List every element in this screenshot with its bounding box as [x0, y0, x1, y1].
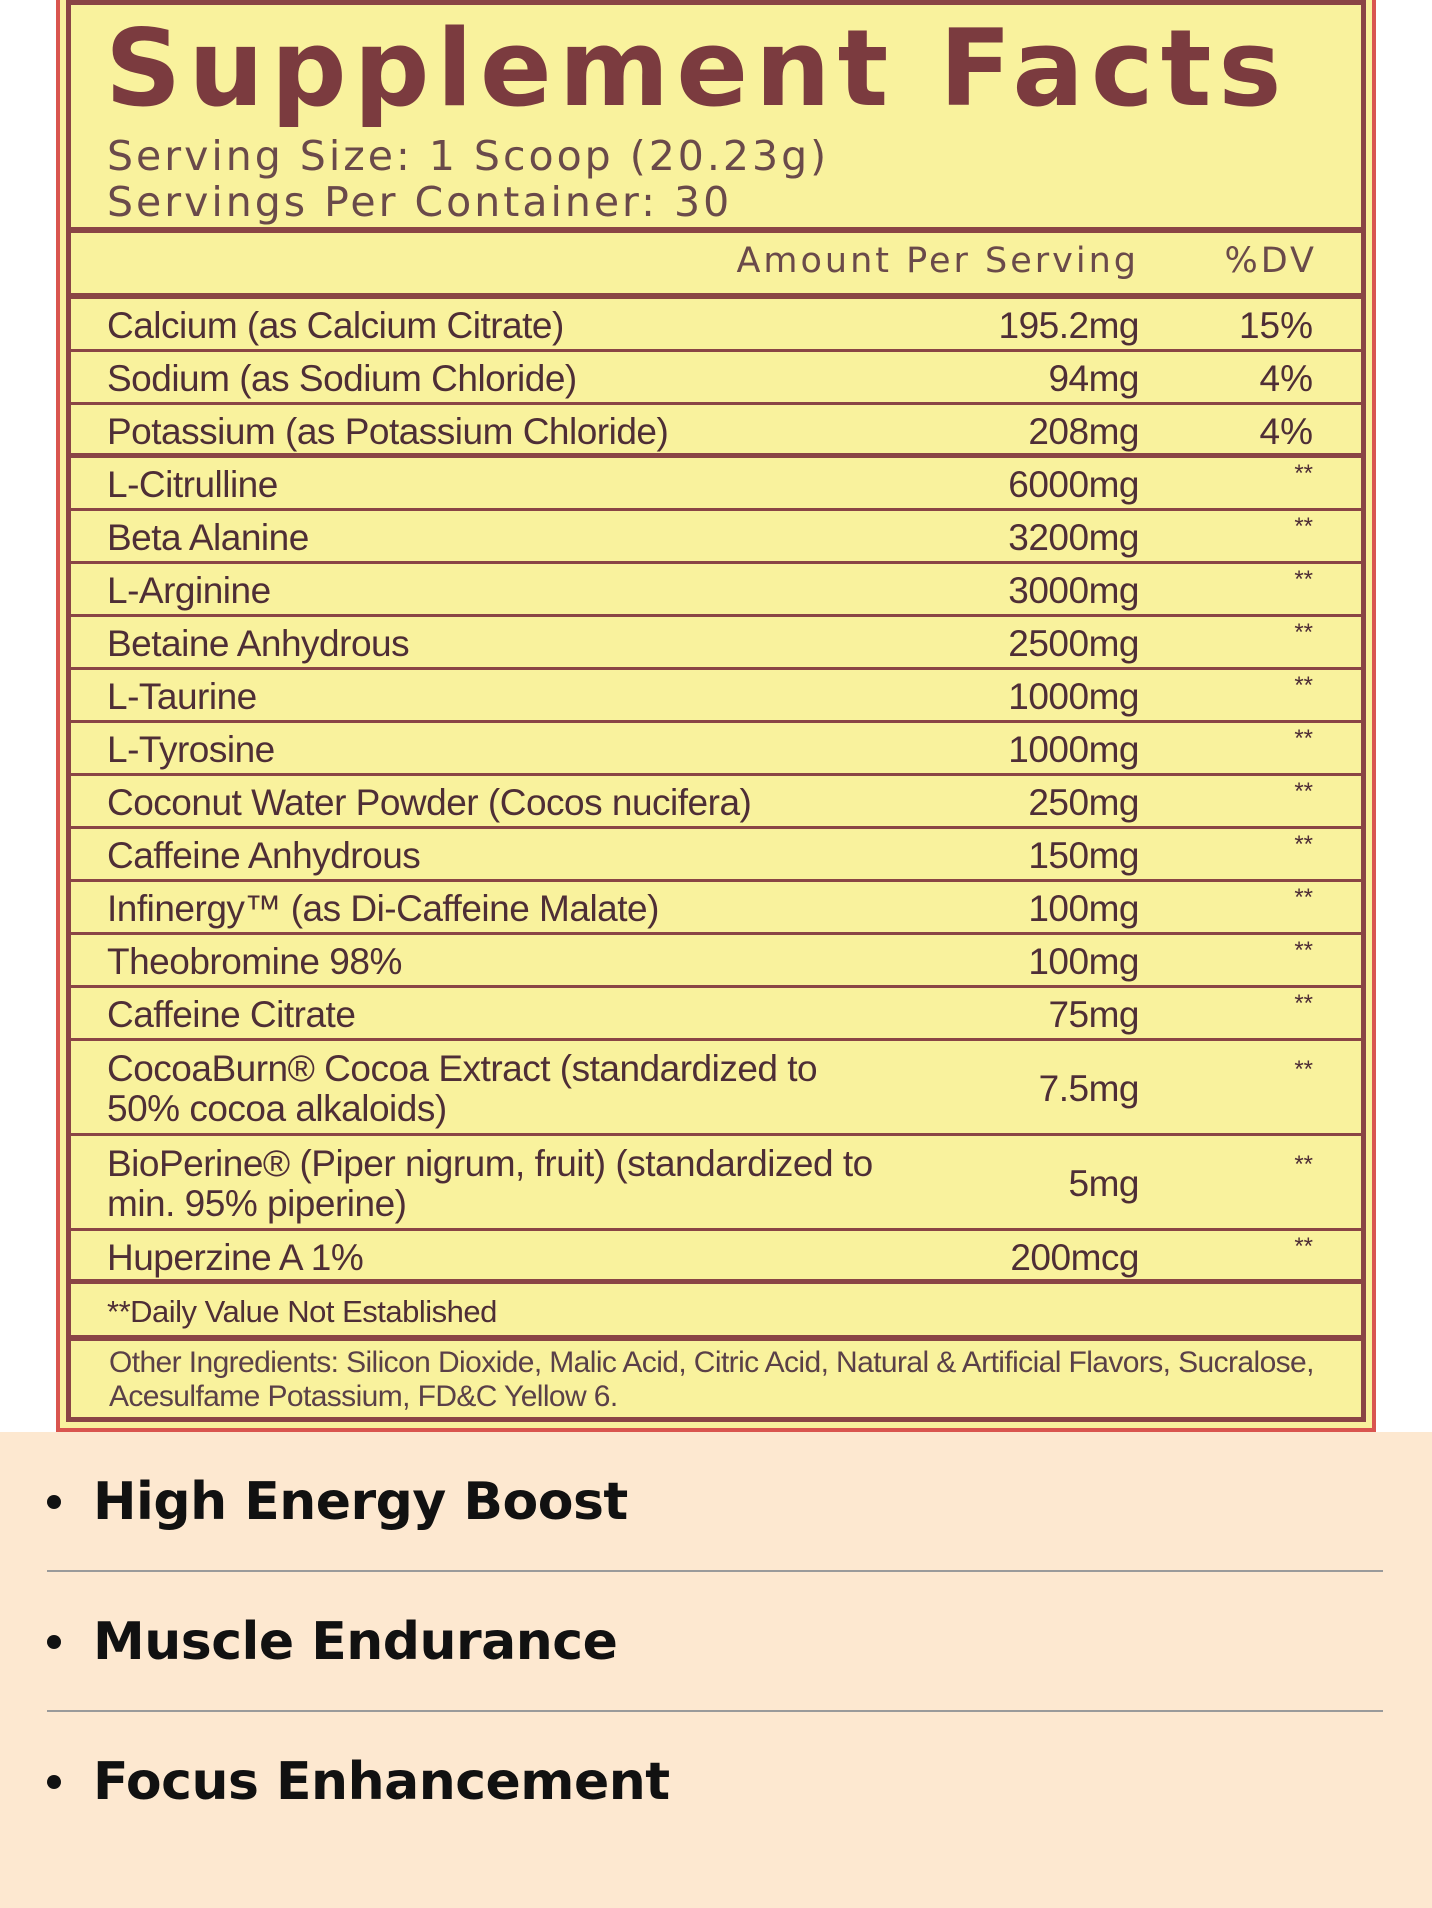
ingredient-name: L-Taurine — [107, 675, 257, 717]
table-row — [71, 511, 1361, 564]
ingredient-amount: 150mg — [1028, 834, 1139, 876]
ingredient-dv: ** — [1294, 618, 1313, 646]
ingredient-amount: 3000mg — [1008, 569, 1139, 611]
ingredient-dv: ** — [1294, 777, 1313, 805]
ingredient-name: Caffeine Anhydrous — [107, 834, 421, 876]
benefit-item — [0, 1572, 1432, 1712]
table-row — [71, 352, 1361, 405]
ingredient-name: Huperzine A 1% — [107, 1236, 364, 1278]
ingredient-dv: 4% — [1259, 410, 1313, 452]
ingredient-dv: 4% — [1259, 357, 1313, 399]
supplement-facts-panel — [56, 0, 1376, 1432]
other-ingredients: Other Ingredients: Silicon Dioxide, Malic Acid, Citric Acid, Natural & Artificial Flavors, Sucralose, Acesulfame Potassium, FD&C Yellow 6. — [109, 1346, 1314, 1413]
ingredient-dv: ** — [1294, 989, 1313, 1017]
table-row — [71, 723, 1361, 776]
table-row — [71, 299, 1361, 352]
ingredient-dv: ** — [1294, 1150, 1313, 1178]
table-row — [71, 988, 1361, 1041]
ingredient-name: L-Arginine — [107, 569, 271, 611]
panel-title: Supplement Facts — [105, 7, 1289, 130]
ingredient-name: Calcium (as Calcium Citrate) — [107, 304, 564, 346]
ingredient-name: Infinergy™ (as Di-Caffeine Malate) — [107, 887, 659, 929]
benefit-label: Focus Enhancement — [93, 1752, 670, 1812]
table-row — [71, 829, 1361, 882]
ingredient-amount: 5mg — [1068, 1162, 1139, 1204]
benefits-list — [0, 1432, 1432, 1908]
benefit-item — [0, 1432, 1432, 1572]
ingredient-dv: ** — [1294, 883, 1313, 911]
table-row — [71, 776, 1361, 829]
ingredient-amount: 6000mg — [1008, 463, 1139, 505]
ingredient-dv: 15% — [1238, 304, 1313, 346]
ingredient-amount: 2500mg — [1008, 622, 1139, 664]
ingredient-name: CocoaBurn® Cocoa Extract (standardized to 50% cocoa alkaloids) — [107, 1047, 818, 1129]
table-row — [71, 935, 1361, 988]
ingredient-amount: 1000mg — [1008, 728, 1139, 770]
divider-thick — [71, 227, 1361, 233]
divider-thick — [71, 1335, 1361, 1341]
ingredient-amount: 100mg — [1028, 940, 1139, 982]
ingredient-dv: ** — [1294, 671, 1313, 699]
ingredient-name: L-Tyrosine — [107, 728, 275, 770]
ingredient-name: BioPerine® (Piper nigrum, fruit) (standardized to min. 95% piperine) — [107, 1142, 873, 1224]
ingredient-name: L-Citrulline — [107, 463, 278, 505]
ingredient-amount: 75mg — [1048, 993, 1139, 1035]
ingredient-dv: ** — [1294, 1232, 1313, 1260]
benefit-item — [0, 1712, 1432, 1852]
ingredient-name: Theobromine 98% — [107, 940, 402, 982]
table-row — [71, 458, 1361, 511]
ingredient-amount: 1000mg — [1008, 675, 1139, 717]
benefit-label: Muscle Endurance — [93, 1612, 618, 1672]
header-amount-per-serving: Amount Per Serving — [736, 241, 1139, 281]
ingredient-dv: ** — [1294, 830, 1313, 858]
serving-size: Serving Size: 1 Scoop (20.23g) — [107, 132, 830, 180]
row-divider — [71, 1279, 1361, 1284]
ingredient-dv: ** — [1294, 724, 1313, 752]
ingredient-dv: ** — [1294, 512, 1313, 540]
table-row — [71, 882, 1361, 935]
bullet-icon — [47, 1635, 61, 1649]
ingredient-name: Betaine Anhydrous — [107, 622, 410, 664]
ingredient-amount: 100mg — [1028, 887, 1139, 929]
bullet-icon — [47, 1775, 61, 1789]
ingredient-dv: ** — [1294, 459, 1313, 487]
ingredient-amount: 250mg — [1028, 781, 1139, 823]
ingredient-amount: 7.5mg — [1038, 1067, 1139, 1109]
benefit-label: High Energy Boost — [93, 1472, 628, 1532]
table-row — [71, 670, 1361, 723]
table-row — [71, 1231, 1361, 1284]
ingredient-name: Potassium (as Potassium Chloride) — [107, 410, 669, 452]
table-row — [71, 405, 1361, 458]
ingredient-amount: 195.2mg — [998, 304, 1139, 346]
bullet-icon — [47, 1495, 61, 1509]
ingredient-amount: 94mg — [1048, 357, 1139, 399]
table-row — [71, 1041, 1361, 1136]
ingredient-name: Coconut Water Powder (Cocos nucifera) — [107, 781, 752, 823]
ingredient-dv: ** — [1294, 1055, 1313, 1083]
footnote: **Daily Value Not Established — [107, 1294, 497, 1329]
ingredient-amount: 200mcg — [1010, 1236, 1139, 1278]
ingredient-name: Caffeine Citrate — [107, 993, 356, 1035]
table-row — [71, 617, 1361, 670]
servings-per-container: Servings Per Container: 30 — [107, 178, 733, 226]
ingredient-dv: ** — [1294, 936, 1313, 964]
supplement-facts-frame — [66, 0, 1366, 1422]
ingredient-dv: ** — [1294, 565, 1313, 593]
ingredient-amount: 208mg — [1028, 410, 1139, 452]
header-percent-dv: %DV — [1224, 241, 1317, 281]
ingredient-name: Beta Alanine — [107, 516, 309, 558]
table-row — [71, 1136, 1361, 1231]
ingredient-name: Sodium (as Sodium Chloride) — [107, 357, 577, 399]
ingredient-amount: 3200mg — [1008, 516, 1139, 558]
table-row — [71, 564, 1361, 617]
